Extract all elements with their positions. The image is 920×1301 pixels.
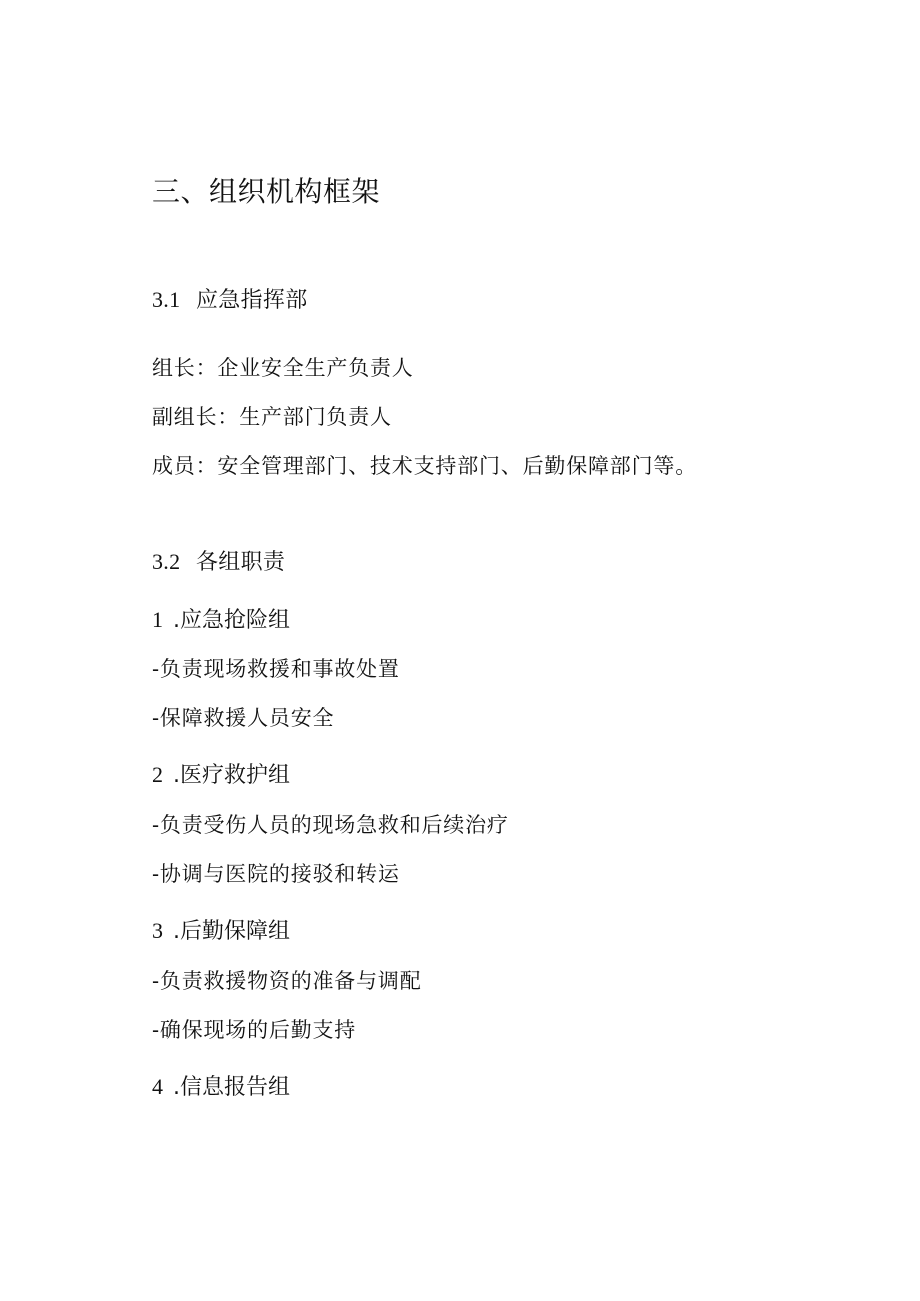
list-item: -确保现场的后勤支持 xyxy=(152,1018,357,1042)
subsection-title: 各组职责 xyxy=(196,550,286,575)
group-heading-medical xyxy=(152,764,290,787)
section-title: 三、组织机构框架 xyxy=(152,175,381,208)
subsection-title: 应急指挥部 xyxy=(196,288,308,313)
paragraph-group-leader: 组长：企业安全生产负责人 xyxy=(152,356,414,380)
group-number: 1 xyxy=(152,607,163,632)
group-name: .后勤保障组 xyxy=(173,919,290,944)
group-number: 2 xyxy=(152,762,163,787)
subsection-heading-duties xyxy=(152,551,285,574)
group-heading-logistics xyxy=(152,920,290,943)
list-item: -负责受伤人员的现场急救和后续治疗 xyxy=(152,813,509,837)
paragraph-members: 成员：安全管理部门、技术支持部门、后勤保障部门等。 xyxy=(152,454,697,478)
list-item: -负责现场救援和事故处置 xyxy=(152,657,400,681)
group-name: .信息报告组 xyxy=(173,1075,290,1100)
list-item: -负责救援物资的准备与调配 xyxy=(152,969,422,993)
group-number: 3 xyxy=(152,918,163,943)
group-heading-reporting xyxy=(152,1076,290,1099)
group-name: .应急抢险组 xyxy=(173,608,290,633)
subsection-number: 3.2 xyxy=(152,549,181,574)
paragraph-deputy-leader: 副组长：生产部门负责人 xyxy=(152,405,392,429)
list-item: -协调与医院的接驳和转运 xyxy=(152,862,400,886)
list-item: -保障救援人员安全 xyxy=(152,706,335,730)
group-heading-rescue xyxy=(152,609,290,632)
subsection-number: 3.1 xyxy=(152,287,181,312)
group-number: 4 xyxy=(152,1074,163,1099)
group-name: .医疗救护组 xyxy=(173,763,290,788)
subsection-heading-command xyxy=(152,289,308,312)
